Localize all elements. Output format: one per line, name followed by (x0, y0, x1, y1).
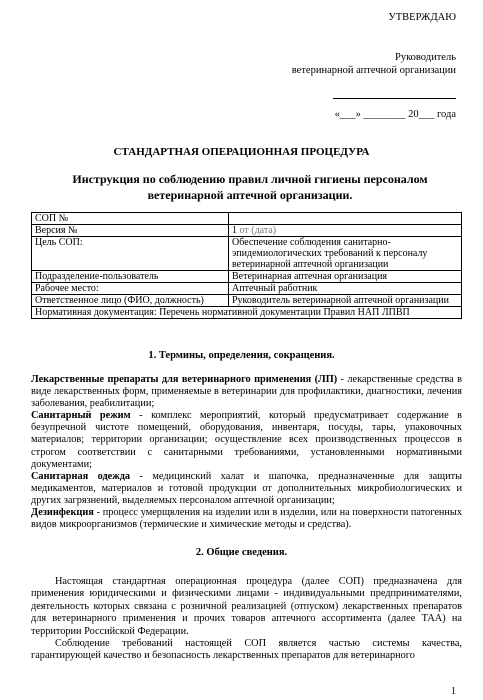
table-row (32, 213, 462, 225)
table-cell-label: СОП № (32, 213, 229, 225)
definition-term: Лекарственные препараты для ветеринарного применения (ЛП) (31, 374, 338, 385)
version-date-note: от (дата) (237, 225, 277, 236)
sop-info-table (31, 212, 462, 319)
definition-text: - комплекс мероприятий, который предусматривает содержание в безупречной чистоте помещений, оборудования, инвентаря, посуды, тары, упаковочных материалов; территории организации; осуществление всех производственных процессов в строгом соответствии с санитарными требованиями, установленными нормативными документами; (31, 410, 463, 470)
signature-line (333, 98, 456, 99)
table-cell-value: Ветеринарная аптечная организация (229, 271, 462, 283)
table-cell-value (229, 225, 462, 237)
table-cell-label: Цель СОП: (32, 237, 229, 271)
table-cell-value: Руководитель ветеринарной аптечной организации (229, 295, 462, 307)
table-row (32, 283, 462, 295)
table-cell-label: Рабочее место: (32, 283, 229, 295)
paragraph: Настоящая стандартная операционная процедура (далее СОП) предназначена для применения юридическими и физическими лицами - индивидуальными предпринимателями, деятельность которых связана с розничной реализацией (отпуском) лекарственных препаратов для ветеринарного применения и прочих товаров аптечного ассортимента (далее ТАА) на территории Российской Федерации. (31, 576, 462, 637)
document-subheading: Инструкция по соблюдению правил личной гигиены персоналом ветеринарной аптечной организации. (72, 172, 428, 202)
table-cell-label: Подразделение-пользователь (32, 271, 229, 283)
table-cell-full: Нормативная документация: Перечень нормативной документации Правил НАП ЛПВП (32, 307, 462, 319)
paragraph: Соблюдение требований настоящей СОП является частью системы качества, гарантирующей качество и безопасность лекарственных препаратов для ветеринарного (31, 638, 462, 662)
table-row (32, 271, 462, 283)
table-cell-value (229, 213, 462, 225)
table-cell-value: Обеспечение соблюдения санитарно-эпидемиологических требований к персоналу ветеринарной аптечной организации (229, 237, 462, 271)
approval-organization: ветеринарной аптечной организации (291, 65, 456, 76)
table-cell-label: Версия № (32, 225, 229, 237)
definition-item (31, 471, 462, 507)
table-row (32, 237, 462, 271)
document-heading: СТАНДАРТНАЯ ОПЕРАЦИОННАЯ ПРОЦЕДУРА (113, 146, 370, 158)
version-number: 1 (232, 225, 237, 236)
definition-item (31, 507, 462, 531)
definition-text: - процесс умерщвления на изделии или в изделии, или на поверхности патогенных видов микроорганизмов (термические и химические методы и средства). (31, 507, 462, 531)
approval-position: Руководитель (395, 52, 456, 63)
table-row (32, 225, 462, 237)
section-1-title: 1. Термины, определения, сокращения. (148, 350, 335, 361)
table-cell-label: Ответственное лицо (ФИО, должность) (32, 295, 229, 307)
approval-date: «___» ________ 20___ года (334, 109, 456, 120)
definition-item (31, 374, 462, 410)
table-row (32, 295, 462, 307)
definition-term: Санитарная одежда (31, 470, 131, 482)
page-number: 1 (451, 686, 456, 697)
section-2-title: 2. Общие сведения. (195, 547, 288, 558)
definition-item (31, 410, 462, 470)
general-info-text (31, 576, 462, 663)
definition-text: - медицинский халат и шапочка, предназначенные для защиты медикаментов, материалов и готовой продукции от дополнительных микробиологических и других загрязнений, выделяемых персоналом аптечной организации; (31, 470, 462, 506)
table-cell-value: Аптечный работник (229, 283, 462, 295)
definition-term: Дезинфекция (31, 507, 94, 519)
table-row (32, 307, 462, 319)
definitions-list (31, 374, 462, 531)
approval-title: УТВЕРЖДАЮ (388, 12, 456, 23)
definition-term: Санитарный режим (31, 410, 131, 422)
definition-text: - лекарственные средства в виде лекарственных форм, применяемые в ветеринарии для профилактики, диагностики, лечения заболевания, реабилитации; (31, 374, 462, 410)
